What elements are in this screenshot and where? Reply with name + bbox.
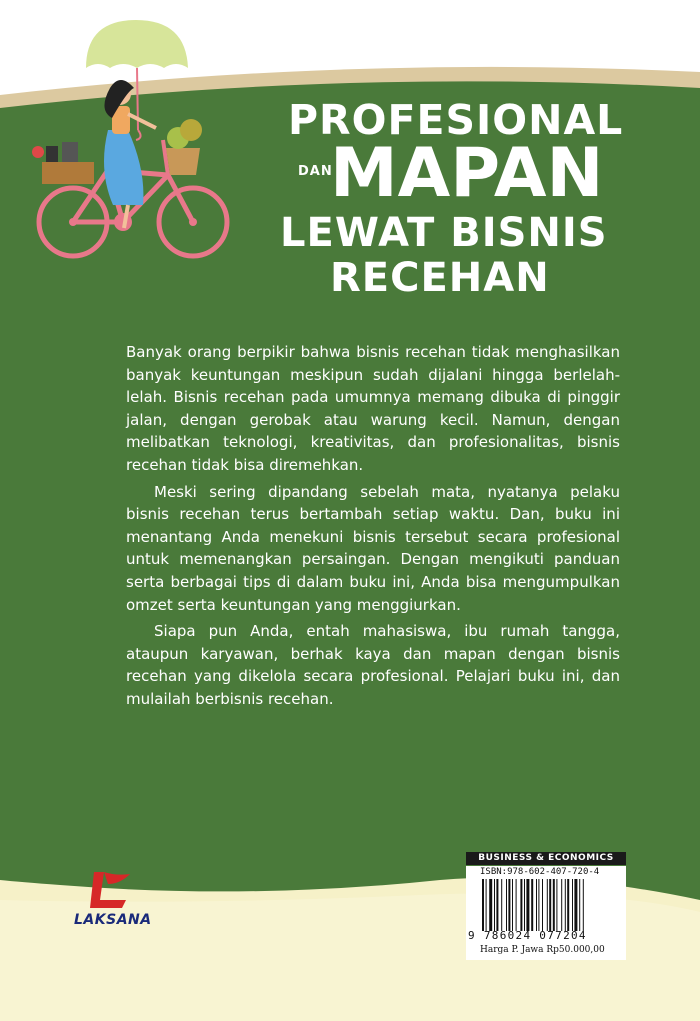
umbrella-icon [86,20,188,68]
barcode-icon [482,879,620,931]
title-line-lewat-bisnis: LEWAT BISNIS [280,210,608,256]
title-line-recehan: RECEHAN [330,255,550,301]
barcode-bar [538,879,539,931]
title-line-mapan: MAPAN [330,134,604,213]
barcode-bar [561,879,562,931]
isbn-text: ISBN:978-602-407-720-4 [480,867,600,877]
laksana-logo-icon [86,870,136,914]
barcode-bar [536,879,537,931]
barcode-bar [531,879,533,931]
barcode-bar [506,879,507,931]
barcode-bar [508,879,510,931]
category-label: BUSINESS & ECONOMICS [466,852,626,865]
barcode-bar [579,879,580,931]
barcode-bar [489,879,492,931]
barcode-bar [482,879,484,931]
publisher-name: LAKSANA [74,912,152,928]
blurb-paragraph-3: Siapa pun Anda, entah mahasiswa, ibu rumah tangga, ataupun karyawan, berhak kaya dan mapan dengan bisnis recehan yang dikelola secara profesional. Pelajari buku ini, dan mulailah berbisnis recehan. [126,622,620,708]
barcode-bar [583,879,584,931]
price-label: Harga P. Jawa Rp50.000,00 [480,945,605,955]
basket-icon [166,148,200,175]
crate-icon [42,162,94,184]
barcode-bar [496,879,498,931]
barcode-bar [547,879,548,931]
barcode-bar [516,879,517,931]
barcode-bar [565,879,566,931]
barcode-digits: 9 786024 077204 [468,929,587,942]
barcode-bar [572,879,573,931]
title-line-profesional: PROFESIONAL [288,96,624,144]
woman-on-bicycle-with-umbrella-illustration [28,10,238,275]
barcode-bar [549,879,551,931]
barcode-bar [574,879,577,931]
barcode-bar [494,879,495,931]
blurb-paragraph-1: Banyak orang berpikir bahwa bisnis recehan tidak menghasilkan banyak keuntungan meskipun sudah dijalani hingga berlelah-lelah. Bisnis recehan pada umumnya memang dibuka di pinggir jalan, dengan gerobak atau warung kecil. Namun, dengan melibatkan teknologi, kreativitas, dan profesionalitas, bisnis recehan tidak bisa diremehkan. [126,343,620,474]
barcode-bar [524,879,525,931]
blurb-paragraph-2: Meski sering dipandang sebelah mata, nyatanya pelaku bisnis recehan terus bertambah setiap waktu. Dan, buku ini menantang Anda menekuni bisnis tersebut secara profesional untuk memenangkan persaingan. Dengan mengikuti panduan serta berbagai tips di dalam buku ini, Anda bisa mengumpulkan omzet serta keuntungan yang menggiurkan. [126,482,620,614]
barcode-bar [501,879,502,931]
barcode-bar [486,879,487,931]
barcode-bar [512,879,513,931]
barcode-bar [556,879,557,931]
barcode-bar [553,879,555,931]
barcode-bar [567,879,569,931]
back-cover-blurb [126,341,620,715]
barcode-bar [526,879,529,931]
barcode-bar [520,879,522,931]
title-connector-dan: DAN [298,164,333,179]
barcode-bar [542,879,543,931]
